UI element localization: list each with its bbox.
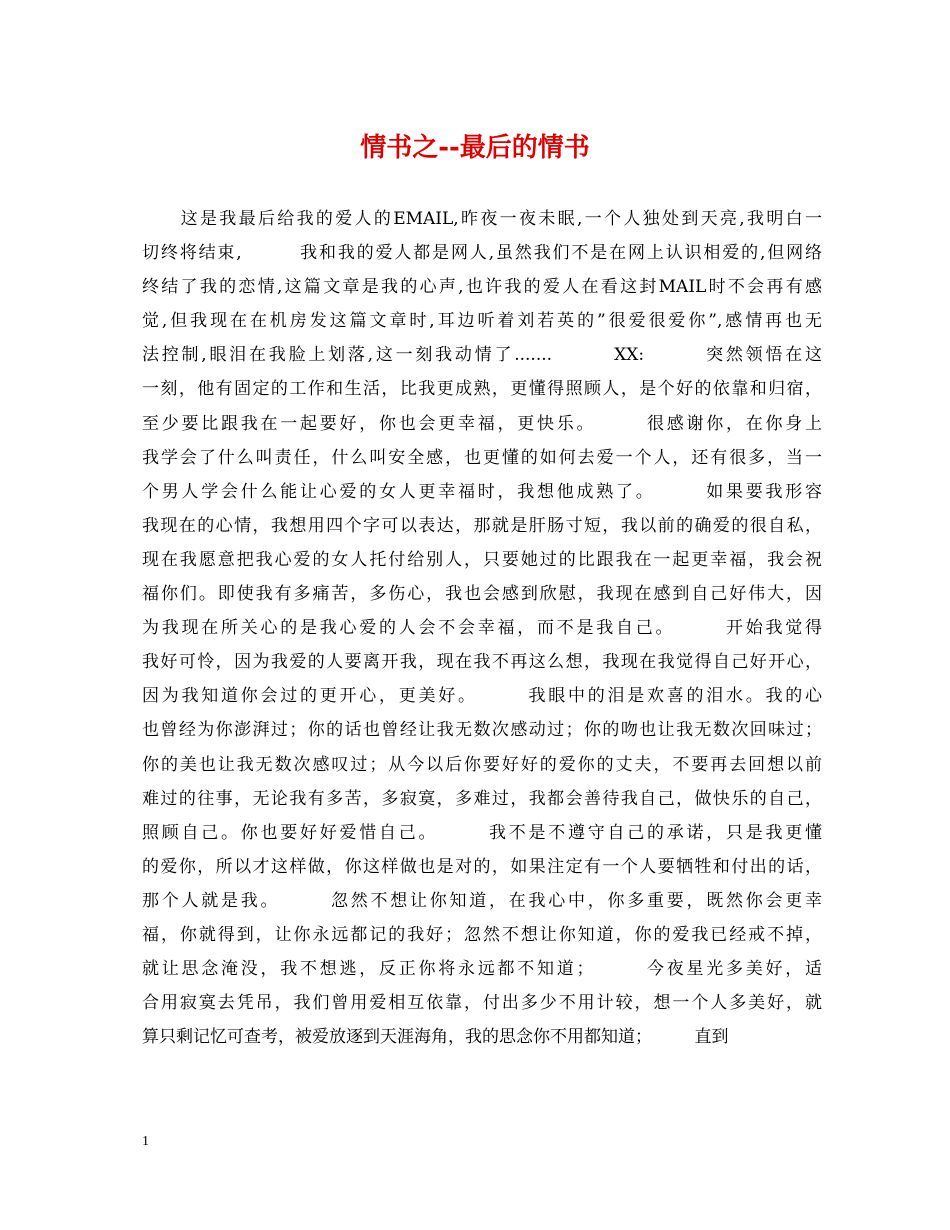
body-line: 一刻，他有固定的工作和生活，比我更成熟，更懂得照顾人，是个好的依靠和归宿， — [142, 379, 822, 400]
document-title: 情书之--最后的情书 — [360, 133, 590, 163]
body-line: 觉,但我现在在机房发这篇文章时,耳边听着刘若英的”很爱很爱你”,感情再也无 — [142, 311, 822, 332]
body-line: 法控制,眼泪在我脸上划落,这一刻我动情了....... XX: 突然领悟在这 — [142, 345, 822, 366]
body-line: 也曾经为你澎湃过；你的话也曾经让我无数次感动过；你的吻也让我无数次回味过； — [142, 720, 822, 741]
body-line: 我好可怜，因为我爱的人要离开我，现在我不再这么想，我现在我觉得自己好开心， — [142, 652, 822, 673]
body-line: 终结了我的恋情,这篇文章是我的心声,也许我的爱人在看这封MAIL时不会再有感 — [142, 277, 822, 298]
page-number: 1 — [142, 1134, 149, 1149]
body-line: 合用寂寞去凭吊，我们曾用爱相互依靠，付出多少不用计较，想一个人多美好，就 — [142, 993, 822, 1014]
body-line: 算只剩记忆可查考，被爱放逐到天涯海角，我的思念你不用都知道； 直到 — [142, 1027, 729, 1048]
body-line: 照顾自己。你也要好好爱惜自己。 我不是不遵守自己的承诺，只是我更懂 — [142, 822, 822, 843]
body-line: 这是我最后给我的爱人的EMAIL,昨夜一夜未眠,一个人独处到天亮,我明白一 — [142, 209, 822, 229]
document-body — [142, 202, 822, 1054]
body-line: 切终将结束, 我和我的爱人都是网人,虽然我们不是在网上认识相爱的,但网络 — [142, 243, 822, 264]
body-line: 那个人就是我。 忽然不想让你知道，在我心中，你多重要，既然你会更幸 — [142, 890, 822, 911]
body-line: 我学会了什么叫责任，什么叫安全感，也更懂的如何去爱一个人，还有很多，当一 — [142, 447, 822, 468]
body-line: 为我现在所关心的是我心爱的人会不会幸福，而不是我自己。 开始我觉得 — [142, 618, 822, 639]
body-line: 因为我知道你会过的更开心，更美好。 我眼中的泪是欢喜的泪水。我的心 — [142, 686, 822, 707]
body-line: 难过的往事，无论我有多苦，多寂寞，多难过，我都会善待我自己，做快乐的自己， — [142, 788, 822, 809]
body-line: 你的美也让我无数次感叹过；从今以后你要好好的爱你的丈夫，不要再去回想以前 — [142, 754, 822, 775]
body-line: 福，你就得到，让你永远都记的我好；忽然不想让你知道，你的爱我已经戒不掉， — [142, 924, 822, 945]
body-line: 我现在的心情，我想用四个字可以表达，那就是肝肠寸短，我以前的确爱的很自私， — [142, 515, 822, 536]
body-line: 就让思念淹没，我不想逃，反正你将永远都不知道； 今夜星光多美好，适 — [142, 959, 822, 980]
body-line: 福你们。即使我有多痛苦，多伤心，我也会感到欣慰，我现在感到自己好伟大，因 — [142, 584, 822, 605]
body-line: 现在我愿意把我心爱的女人托付给别人，只要她过的比跟我在一起更幸福，我会祝 — [142, 549, 822, 570]
body-line: 至少要比跟我在一起要好，你也会更幸福，更快乐。 很感谢你，在你身上 — [142, 413, 822, 434]
body-line: 的爱你，所以才这样做，你这样做也是对的，如果注定有一个人要牺牲和付出的话， — [142, 856, 822, 877]
body-line: 个男人学会什么能让心爱的女人更幸福时，我想他成熟了。 如果要我形容 — [142, 481, 822, 502]
